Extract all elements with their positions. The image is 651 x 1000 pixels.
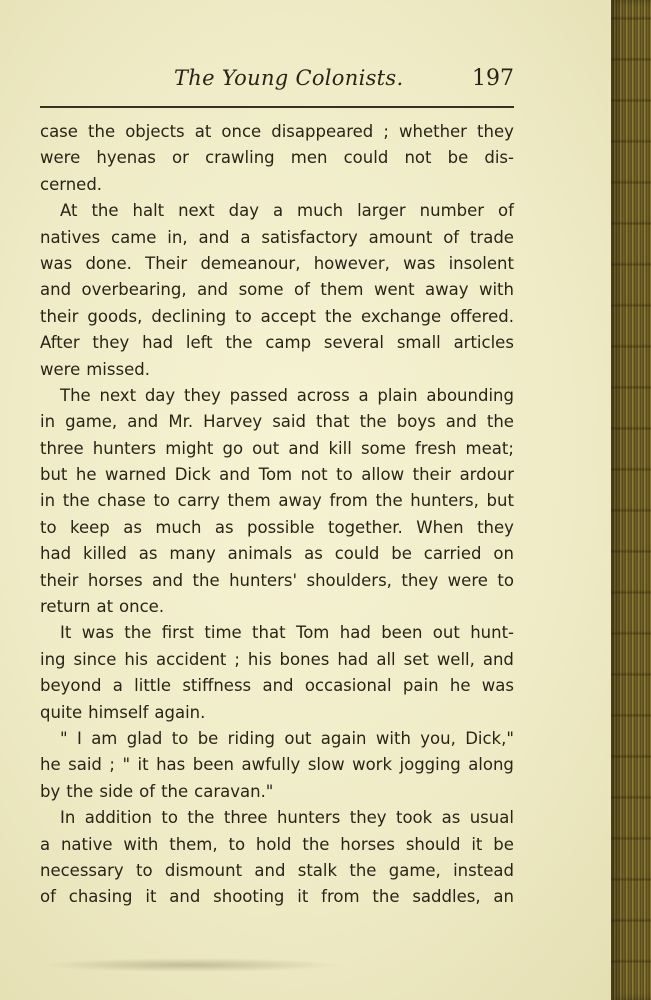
text-line [40, 726, 514, 752]
word: Dick [174, 465, 211, 485]
word: that [316, 412, 350, 432]
word: however, [313, 253, 390, 273]
word: missed. [86, 359, 150, 379]
word: next [178, 201, 215, 221]
page-header [40, 66, 514, 96]
word: pain [402, 676, 439, 696]
word: from [329, 491, 368, 511]
text-line [40, 172, 514, 198]
word: trade [469, 227, 514, 247]
gilt-page-edges [611, 0, 651, 1000]
word: fresh [414, 438, 457, 458]
word: to [336, 465, 353, 485]
word: hyenas [96, 148, 156, 168]
word: slow [307, 755, 345, 775]
word: usual [469, 808, 514, 828]
word: ing [40, 649, 66, 669]
word: it [137, 755, 149, 775]
text-line [40, 594, 514, 620]
word: been [381, 623, 423, 643]
word: but [40, 465, 68, 485]
word: small [396, 333, 441, 353]
word: the [302, 834, 330, 854]
word: again. [154, 702, 206, 722]
word: much [297, 201, 344, 221]
word: dis- [484, 148, 514, 168]
word: was [403, 253, 436, 273]
word: took [395, 808, 433, 828]
word: addition [84, 808, 152, 828]
text-line [40, 488, 514, 514]
word: were [447, 570, 488, 590]
word: was [481, 676, 514, 696]
word: should [405, 834, 461, 854]
word: was [40, 253, 73, 273]
word: together. [328, 517, 403, 537]
word: Tom [295, 623, 330, 643]
word: as [441, 808, 461, 828]
word: side [99, 781, 134, 801]
word: Tom [258, 465, 293, 485]
word: to [135, 860, 153, 880]
text-line [40, 884, 514, 910]
word: exchange [361, 306, 442, 326]
word: they [477, 122, 514, 141]
word: it [471, 834, 483, 854]
word: stalk [297, 860, 338, 880]
word: In [60, 808, 76, 828]
word: some [360, 438, 406, 458]
word: It [60, 623, 72, 643]
word: the [375, 491, 403, 511]
word: stiffness [182, 676, 252, 696]
text-line [40, 541, 514, 567]
word: been [192, 755, 234, 775]
word: plain [377, 385, 418, 405]
word: from [321, 887, 360, 907]
word: not [300, 465, 328, 485]
word: first [161, 623, 195, 643]
word: many [169, 544, 216, 564]
word: chasing [68, 887, 133, 907]
word: native [60, 834, 113, 854]
word: offered. [450, 306, 514, 326]
word: killed [82, 544, 127, 564]
text-line [40, 409, 514, 435]
word: as [138, 544, 158, 564]
word: meat; [465, 438, 514, 458]
word: the [187, 808, 215, 828]
word: or [172, 148, 189, 168]
text-line [40, 779, 514, 805]
word: along [468, 755, 514, 775]
word: was [81, 623, 114, 643]
word: of [139, 781, 156, 801]
word: At [60, 201, 78, 221]
word: accept [260, 306, 317, 326]
word: goods, [87, 306, 143, 326]
word: out [252, 438, 280, 458]
text-line [40, 304, 514, 330]
word: they [349, 808, 387, 828]
word: hunt- [470, 623, 514, 643]
text-line [40, 198, 514, 224]
text-line [40, 647, 514, 673]
word: ; [234, 649, 240, 669]
word: larger [357, 201, 406, 221]
word: necessary [40, 860, 124, 880]
word: and [288, 438, 320, 458]
word: The [60, 385, 91, 405]
word: but [486, 491, 514, 511]
word: the [161, 781, 189, 801]
word: it [297, 887, 309, 907]
word: them, [169, 834, 218, 854]
word: the [359, 412, 387, 432]
word: in [40, 412, 56, 432]
word: a [112, 676, 123, 696]
word: of [498, 201, 514, 221]
word: three [223, 808, 268, 828]
word: hunters [276, 808, 341, 828]
word: caravan." [194, 781, 274, 801]
word: accident [155, 649, 227, 669]
word: since [73, 649, 117, 669]
word: a [240, 227, 251, 247]
word: and [262, 676, 294, 696]
word: some [238, 280, 284, 300]
word: the [192, 570, 220, 590]
word: himself [88, 702, 149, 722]
word: as [123, 517, 142, 537]
word: could [334, 544, 380, 564]
word: ; [109, 755, 115, 775]
word: much [155, 517, 202, 537]
word: across [296, 385, 350, 405]
body-text [40, 119, 514, 911]
word: passed [229, 385, 288, 405]
word: his [247, 649, 272, 669]
word: hunters' [229, 570, 298, 590]
word: boys [396, 412, 436, 432]
word: out [284, 728, 312, 748]
word: it [145, 887, 157, 907]
word: little [134, 676, 172, 696]
word: go [222, 438, 244, 458]
word: to [171, 728, 189, 748]
word: hunters, [410, 491, 479, 511]
word: left [185, 333, 213, 353]
word: dismount [164, 860, 243, 880]
word: kill [328, 438, 352, 458]
text-line [40, 462, 514, 488]
word: whether [399, 122, 467, 141]
text-line [40, 383, 514, 409]
word: return [40, 597, 91, 617]
word: and [127, 412, 159, 432]
text-line [40, 225, 514, 251]
word: the [372, 887, 400, 907]
word: had [337, 649, 369, 669]
word: were [40, 148, 81, 168]
text-line [40, 145, 514, 171]
word: be [447, 148, 469, 168]
word: hunters [92, 438, 157, 458]
word: to [228, 834, 246, 854]
word: horses [340, 834, 395, 854]
word: instead [453, 860, 514, 880]
word: " [122, 755, 131, 775]
word: chase [97, 491, 146, 511]
word: amount [368, 227, 433, 247]
word: he [449, 676, 471, 696]
word: Their [145, 253, 188, 273]
word: warned [105, 465, 167, 485]
word: the [225, 333, 253, 353]
word: When [416, 517, 464, 537]
word: saddles, [412, 887, 481, 907]
word: once. [119, 597, 165, 617]
word: game, [388, 860, 441, 880]
word: their [40, 306, 79, 326]
word: he [75, 465, 97, 485]
word: quite [40, 702, 83, 722]
word: they [477, 517, 514, 537]
word: well, [436, 649, 475, 669]
word: to [497, 570, 514, 590]
word: had [339, 623, 371, 643]
word: might [165, 438, 214, 458]
word: once [221, 122, 262, 141]
word: the [88, 122, 116, 141]
word: demeanour, [200, 253, 301, 273]
word: all [376, 649, 396, 669]
word: done. [85, 253, 132, 273]
word: overbearing, [81, 280, 187, 300]
word: of [293, 280, 310, 300]
word: in, [167, 227, 188, 247]
word: a [272, 201, 284, 221]
word: ; [383, 122, 389, 141]
word: shoulders, [306, 570, 392, 590]
page-smudge [40, 958, 340, 972]
text-line [40, 357, 514, 383]
text-line [40, 620, 514, 646]
word: they [183, 385, 221, 405]
word: the [124, 623, 152, 643]
word: to [161, 808, 178, 828]
word: the [66, 781, 94, 801]
text-line [40, 673, 514, 699]
word: the [324, 306, 353, 326]
word: you, [420, 728, 456, 748]
word: could [343, 148, 389, 168]
word: set [403, 649, 429, 669]
word: abounding [426, 385, 514, 405]
word: am [91, 728, 118, 748]
word: to [40, 517, 57, 537]
word: they [92, 333, 130, 353]
word: articles [453, 333, 514, 353]
page-number: 197 [472, 66, 514, 91]
header-rule [40, 106, 514, 108]
word: the [91, 201, 119, 221]
word: and [152, 570, 184, 590]
word: work [352, 755, 393, 775]
word: out [432, 623, 460, 643]
word: objects [125, 122, 185, 141]
word: they [401, 570, 439, 590]
word: After [40, 333, 80, 353]
word: Harvey [203, 412, 263, 432]
word: their [412, 465, 452, 485]
word: be [391, 544, 412, 564]
word: next [99, 385, 137, 405]
word: at [194, 122, 212, 141]
word: on [493, 544, 514, 564]
word: a [358, 385, 369, 405]
word: halt [132, 201, 165, 221]
word: and [198, 227, 230, 247]
text-line [40, 568, 514, 594]
word: natives [40, 227, 101, 247]
word: I [76, 728, 82, 748]
text-line [40, 119, 514, 145]
text-line [40, 832, 514, 858]
text-line [40, 805, 514, 831]
word: as [214, 517, 234, 537]
word: " [60, 728, 68, 748]
word: men [290, 148, 328, 168]
word: and [254, 860, 286, 880]
word: and [445, 412, 477, 432]
word: occasional [304, 676, 392, 696]
word: at [96, 597, 114, 617]
word: to [153, 491, 171, 511]
text-line [40, 858, 514, 884]
word: said [272, 412, 306, 432]
word: said [68, 755, 102, 775]
text-line [40, 515, 514, 541]
word: with [375, 728, 411, 748]
word: not [404, 148, 432, 168]
word: and [482, 649, 514, 669]
word: time [204, 623, 242, 643]
word: allow [361, 465, 405, 485]
word: awfully [241, 755, 301, 775]
word: case [40, 122, 78, 141]
word: possible [247, 517, 315, 537]
text-line [40, 251, 514, 277]
word: day [144, 385, 176, 405]
word: camp [265, 333, 312, 353]
word: day [228, 201, 259, 221]
word: an [493, 887, 514, 907]
word: them [320, 280, 364, 300]
text-line [40, 752, 514, 778]
word: with [478, 280, 514, 300]
word: and [197, 280, 229, 300]
word: his [124, 649, 148, 669]
word: the [349, 860, 377, 880]
word: them [227, 491, 271, 511]
word: three [40, 438, 84, 458]
word: satisfactory [261, 227, 358, 247]
text-line [40, 436, 514, 462]
word: their [40, 570, 79, 590]
word: insolent [448, 253, 514, 273]
text-line [40, 330, 514, 356]
word: the [486, 412, 514, 432]
word: Mr. [168, 412, 194, 432]
word: away [425, 280, 469, 300]
word: carry [177, 491, 220, 511]
word: and [40, 280, 72, 300]
word: hold [255, 834, 292, 854]
word: in [40, 491, 56, 511]
word: keep [70, 517, 110, 537]
word: away [278, 491, 322, 511]
word: and [219, 465, 251, 485]
word: a [40, 834, 51, 854]
word: had [142, 333, 174, 353]
word: had [40, 544, 72, 564]
word: several [323, 333, 385, 353]
word: that [252, 623, 286, 643]
word: went [373, 280, 415, 300]
word: bones [279, 649, 330, 669]
text-line [40, 700, 514, 726]
word: crawling [205, 148, 275, 168]
word: of [40, 887, 56, 907]
word: with [123, 834, 159, 854]
word: came [111, 227, 157, 247]
running-title: The Young Colonists. [174, 66, 404, 90]
word: of [443, 227, 460, 247]
word: cerned. [40, 174, 103, 194]
word: horses [87, 570, 143, 590]
word: be [493, 834, 514, 854]
word: glad [126, 728, 163, 748]
word: beyond [40, 676, 102, 696]
word: he [40, 755, 61, 775]
word: by [40, 781, 61, 801]
word: riding [227, 728, 276, 748]
word: the [62, 491, 90, 511]
word: and [169, 887, 201, 907]
word: to [235, 306, 252, 326]
word: declining [151, 306, 227, 326]
text-line [40, 277, 514, 303]
word: ardour [459, 465, 514, 485]
word: game, [65, 412, 118, 432]
word: carried [423, 544, 482, 564]
word: shooting [213, 887, 285, 907]
word: disappeared [271, 122, 374, 141]
word: animals [227, 544, 293, 564]
word: has [156, 755, 186, 775]
word: Dick," [465, 728, 514, 748]
word: were [40, 359, 81, 379]
word: jogging [399, 755, 461, 775]
word: again [320, 728, 367, 748]
word: number [419, 201, 485, 221]
word: be [197, 728, 219, 748]
word: as [304, 544, 323, 564]
